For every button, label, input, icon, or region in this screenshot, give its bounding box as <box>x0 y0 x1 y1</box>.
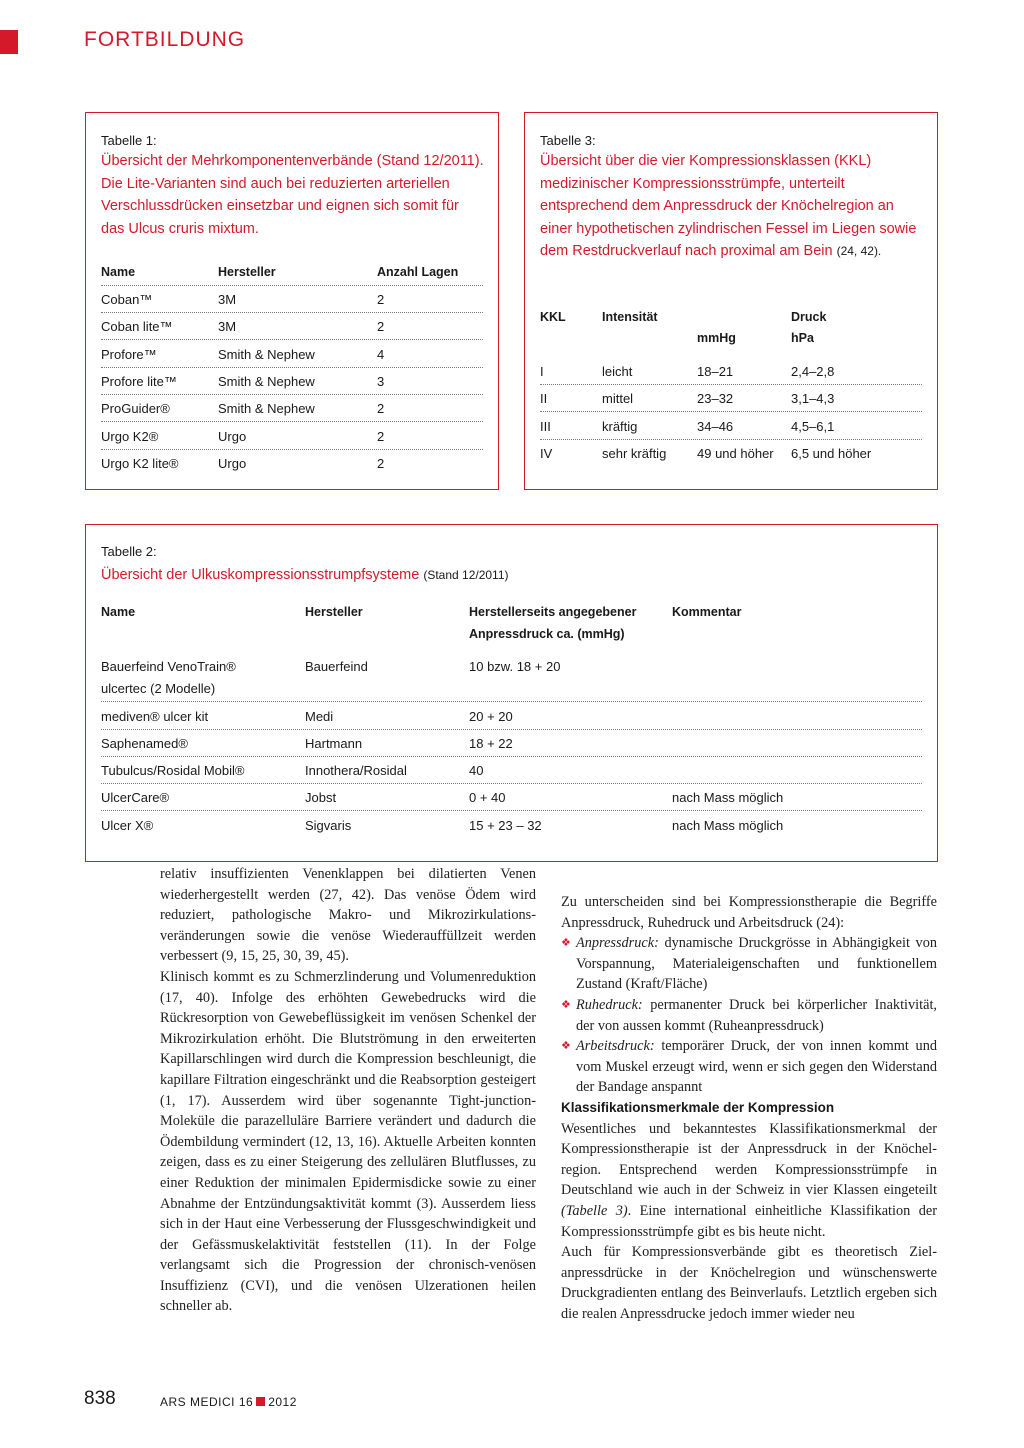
table-3-sub-hpa: hPa <box>791 331 814 345</box>
table-row <box>101 450 483 477</box>
right-p1-a: Wesentliches und bekanntestes Klassifikationsmerkmal der Kompressionstherapie ist der Anpressdruck in der Knöchelregion. Entsprechend werden Kompressionsstrümpfe in Deutschland wie auch in der Schweiz in vier Klassen eingeteilt <box>561 1120 937 1199</box>
section-title: FORTBILDUNG <box>84 28 246 51</box>
table-1-label: Tabelle 1: <box>101 133 157 148</box>
table-2-col-kommentar: Kommentar <box>672 605 742 619</box>
table-3-caption-text: Übersicht über die vier Kompressionsklassen (KKL) medizinischer Kompressionsstrümpfe, unterteilt entsprechend dem Anpressdruck der Knöchelregion an einer hypothetischen zylindrischen Fessel im Liegen sowie dem Restdruckverlauf nach proximal am Bein <box>540 153 917 259</box>
page-number: 838 <box>84 1388 116 1409</box>
table-3-cell-kkl: IV <box>540 445 553 461</box>
table-1-col-name: Name <box>101 265 136 279</box>
table-row <box>101 784 922 811</box>
journal-name: ARS MEDICI 16 <box>160 1395 254 1409</box>
bullet-term: Anpressdruck: <box>576 935 659 952</box>
table-3-cell-hpa: 4,5–6,1 <box>791 418 835 434</box>
table-1-cell-lagen: 2 <box>377 401 385 417</box>
table-3-sub-mmhg: mmHg <box>697 331 736 345</box>
table-1-cell-name: Profore lite™ <box>101 373 177 389</box>
table-2-cell-name: Saphenamed® <box>101 736 188 751</box>
table-2-box <box>85 524 938 862</box>
left-column-text <box>160 864 536 1317</box>
table-2-cell-name: mediven® ulcer kit <box>101 709 209 724</box>
table-2-cell-name: Bauerfeind VenoTrain® <box>101 659 236 674</box>
bullet-text: temporärer Druck, der von innen kommt und vom Muskel erzeugt wird, wenn er sich gegen den Widerstand der Bandage anspannt <box>576 1038 937 1096</box>
bullet-text: dynamische Druckgrösse in Abhängigkeit von Vorspannung, Materialeigenschaften und funktionellem Zustand (Kraft/Fläche) <box>576 935 937 993</box>
table-1-caption: Übersicht der Mehrkomponentenverbände (Stand 12/2011). Die Lite-Varianten sind auch bei reduzierten arteriellen Verschlussdrücken einsetzbar und eignen sich somit für das Ulcus cruris mixtum. <box>101 153 484 237</box>
table-1-cell-hersteller: Smith & Nephew <box>218 401 315 417</box>
table-3-label: Tabelle 3: <box>540 133 596 148</box>
table-2-cell-name: UlcerCare® <box>101 790 170 805</box>
left-paragraph-2: Klinisch kommt es zu Schmerzlinderung und Volumenreduktion (17, 40). Infolge des erhöhten Gewebedrucks wird die Rückresorption von Gewebeflüssigkeit im venösen Schenkel der Mikrozirkulation erhöht. Die Blutströmung in den erweiterten Kapillarschlingen wird durch die Kompression beschleunigt, die kapillare Filtration eingeschränkt und die Reabsorption gesteigert (1, 17). Ausserdem wird über sogenannte Tight-junction-Moleküle die parazelluläre Barriere verändert und dadurch die Ödembildung vermindert (12, 13, 16). Aktuelle Arbeiten konnten zeigen, dass es zu einer Steigerung des zellulären Blutflusses, zu einer Reduktion der minimalen Epidermisdicke sowie zu einer Abnahme der Entzündungsaktivität kommt (3). Ausserdem liess sich in der Haut eine Verbesserung der Flussgeschwindigkeit und der Gefässmuskelaktivität feststellen (11). In der Folge verlangsamt sich die Progression der chronisch-venösen Insuffizienz (CVI), und die venösen Ulzerationen heilen schneller ab. <box>160 968 536 1315</box>
table-2-cell-kommentar: nach Mass möglich <box>672 818 784 833</box>
table-2-cell-name-line2: ulcertec (2 Modelle) <box>101 681 216 696</box>
table-3-cell-kkl: I <box>540 364 544 379</box>
table-1-cell-lagen: 3 <box>377 373 385 389</box>
table-3-cell-mmhg: 23–32 <box>697 391 734 407</box>
table-2-cell-hersteller: Innothera/Rosidal <box>305 763 407 778</box>
table-row <box>101 757 922 784</box>
table-2-label: Tabelle 2: <box>101 544 157 559</box>
table-2-cell-druck: 18 + 22 <box>469 736 513 751</box>
table-2-cell-name: Ulcer X® <box>101 818 154 833</box>
table-row <box>101 341 483 368</box>
table-2-col-druck-line2: Anpressdruck ca. (mmHg) <box>469 627 625 641</box>
table-3-cell-intensitaet: sehr kräftig <box>602 445 667 461</box>
table-2-cell-druck: 15 + 23 – 32 <box>469 818 542 833</box>
table-row <box>101 423 483 450</box>
right-paragraph-2: Auch für Kompressionsverbände gibt es theoretisch Zielanpressdrücke in der Knöchelregion und wünschenswerte Druckgradienten entlang des Beinverlaufs. Letztlich ergeben sich die realen Anpressdrucke jedoch immer wieder neu <box>561 1244 937 1322</box>
table-row <box>101 812 922 839</box>
table-3-cell-intensitaet: kräftig <box>602 418 638 434</box>
table-3-cell-intensitaet: mittel <box>602 391 634 407</box>
table-3-col-druck: Druck <box>791 310 827 324</box>
table-1-cell-lagen: 4 <box>377 346 385 362</box>
table-3-cell-kkl: II <box>540 391 548 407</box>
table-2-col-hersteller: Hersteller <box>305 605 363 619</box>
bullet-text: permanenter Druck bei körperlicher Inaktivität, der von aussen kommt (Ruheanpressdruck) <box>576 996 937 1034</box>
table-1-cell-lagen: 2 <box>377 455 385 471</box>
table-2-cell-hersteller: Jobst <box>305 790 337 805</box>
table-2-caption-ref: (Stand 12/2011) <box>423 568 509 582</box>
right-paragraph-1 <box>561 1119 937 1243</box>
table-2-cell-hersteller: Sigvaris <box>305 818 352 833</box>
table-3-cell-mmhg: 49 und höher <box>697 445 774 461</box>
table-2-caption-text: Übersicht der Ulkuskompressionsstrumpfsysteme <box>101 567 420 583</box>
table-1-cell-hersteller: 3M <box>218 292 237 307</box>
journal-year: 2012 <box>268 1395 297 1409</box>
table-3-cell-hpa: 3,1–4,3 <box>791 391 835 407</box>
table-2-header-row <box>101 599 922 647</box>
table-3-reference: (Tabelle 3) <box>561 1202 628 1219</box>
right-column-text <box>561 892 937 1324</box>
right-p1-b: . Eine international einheitliche Klassifikation der Kompressionsstrümpfe gibt es bis heute nicht. <box>561 1202 937 1240</box>
table-row <box>101 286 483 313</box>
table-2-col-druck: Herstellerseits angegebener <box>469 605 637 619</box>
table-1-cell-lagen: 2 <box>377 428 385 444</box>
bullet-term: Arbeitsdruck: <box>576 1038 655 1055</box>
table-2-cell-druck: 20 + 20 <box>469 709 513 724</box>
bullet-ruhedruck <box>561 995 937 1036</box>
table-1-cell-name: Urgo K2® <box>101 428 159 444</box>
table-3-col-kkl: KKL <box>540 310 566 324</box>
table-1-cell-hersteller: 3M <box>218 319 237 335</box>
table-1-header-row <box>101 259 483 286</box>
table-1-cell-hersteller: Urgo <box>218 428 247 444</box>
bullet-term: Ruhedruck: <box>576 996 643 1013</box>
table-1-cell-lagen: 2 <box>377 319 385 335</box>
table-1-cell-name: Coban lite™ <box>101 319 173 335</box>
table-1-cell-lagen: 2 <box>377 292 385 307</box>
table-row <box>540 413 922 440</box>
table-row <box>101 653 922 702</box>
table-3-caption <box>540 150 925 263</box>
table-row <box>101 703 922 730</box>
table-1-cell-name: Profore™ <box>101 346 157 362</box>
footer-square <box>256 1397 265 1406</box>
table-2-cell-druck: 10 bzw. 18 + 20 <box>469 659 561 674</box>
table-row <box>101 395 483 422</box>
table-3-header-row <box>540 304 922 352</box>
table-1-cell-name: Coban™ <box>101 292 153 307</box>
table-2-cell-hersteller: Bauerfeind <box>305 659 368 674</box>
table-row <box>101 368 483 395</box>
table-3-cell-intensitaet: leicht <box>602 364 633 379</box>
table-3-cell-hpa: 6,5 und höher <box>791 445 872 461</box>
table-2-cell-name: Tubulcus/Rosidal Mobil® <box>101 763 245 778</box>
bullet-arbeitsdruck <box>561 1036 937 1098</box>
table-3-caption-ref: (24, 42). <box>836 244 882 258</box>
section-marker <box>0 30 18 54</box>
table-2-cell-hersteller: Hartmann <box>305 736 363 751</box>
table-2-cell-kommentar: nach Mass möglich <box>672 790 784 805</box>
table-row <box>101 313 483 340</box>
table-3-col-intensitaet: Intensität <box>602 310 658 324</box>
table-3-cell-hpa: 2,4–2,8 <box>791 364 835 379</box>
table-2-col-name: Name <box>101 605 136 619</box>
table-1-cell-name: Urgo K2 lite® <box>101 455 179 471</box>
table-row <box>540 358 922 385</box>
table-3-cell-kkl: III <box>540 418 551 434</box>
left-paragraph-1: relativ insuffizienten Venenklappen bei dilatierten Venen wiederhergestellt werden (27, 42). Das venöse Ödem wird reduziert, pathologische Makro- und Mikrozirkulationsveränderungen sowie die venöse Wiederauffüllzeit werden verbessert (9, 15, 25, 30, 39, 45). <box>160 866 536 965</box>
subheading: Klassifikationsmerkmale der Kompression <box>561 1099 835 1115</box>
table-2-cell-hersteller: Medi <box>305 709 334 724</box>
table-1-box <box>85 112 499 490</box>
table-2-caption <box>101 564 921 587</box>
table-3-box <box>524 112 938 490</box>
table-2-cell-druck: 0 + 40 <box>469 790 506 805</box>
table-row <box>540 385 922 412</box>
table-1-cell-hersteller: Urgo <box>218 455 247 471</box>
table-1-cell-name: ProGuider® <box>101 401 170 417</box>
table-1-col-lagen: Anzahl Lagen <box>377 265 459 279</box>
table-3-cell-mmhg: 34–46 <box>697 418 734 434</box>
table-row <box>101 730 922 757</box>
right-intro: Zu unterscheiden sind bei Kompressionstherapie die Begriffe Anpressdruck, Ruhedruck und Arbeitsdruck (24): <box>561 894 937 931</box>
table-3-cell-mmhg: 18–21 <box>697 364 734 379</box>
table-row <box>540 440 922 467</box>
table-1-cell-hersteller: Smith & Nephew <box>218 346 315 362</box>
table-1-cell-hersteller: Smith & Nephew <box>218 373 315 389</box>
bullet-anpressdruck <box>561 933 937 995</box>
table-1-col-hersteller: Hersteller <box>218 265 276 279</box>
table-2-cell-druck: 40 <box>469 763 484 778</box>
journal-footer <box>160 1395 297 1409</box>
